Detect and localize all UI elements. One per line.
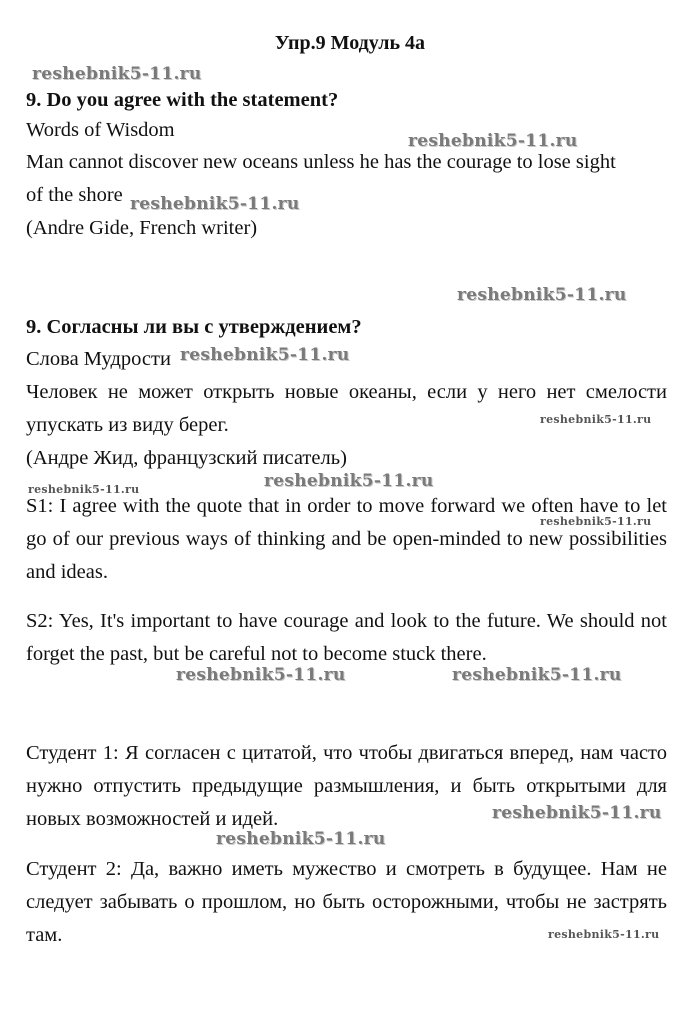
- watermark: reshebnik5-11.ru: [540, 413, 652, 426]
- answer-ru-s1: Студент 1: Я согласен с цитатой, что чтобы двигаться вперед, нам часто нужно отпустить предыдущие размышления, и быть открытыми для новых возможностей и идей.: [26, 742, 667, 830]
- english-quote-line1: Man cannot discover new oceans unless he has the courage to lose sight: [26, 151, 616, 173]
- watermark: reshebnik5-11.ru: [32, 64, 202, 84]
- watermark: reshebnik5-11.ru: [540, 515, 652, 528]
- watermark: reshebnik5-11.ru: [130, 194, 300, 214]
- russian-heading: Слова Мудрости: [26, 348, 171, 370]
- answer-en-s2: S2: Yes, It's important to have courage and look to the future. We should not forget the past, but be careful not to become stuck there.: [26, 610, 667, 665]
- watermark: reshebnik5-11.ru: [264, 471, 434, 491]
- english-question: 9. Do you agree with the statement?: [26, 89, 339, 111]
- russian-author: (Андре Жид, французский писатель): [26, 447, 347, 469]
- russian-quote: Человек не может открыть новые океаны, если у него нет смелости упускать из виду берег.: [26, 381, 667, 436]
- russian-question: 9. Согласны ли вы с утверждением?: [26, 316, 362, 338]
- english-heading: Words of Wisdom: [26, 119, 175, 141]
- watermark: reshebnik5-11.ru: [457, 285, 627, 305]
- watermark: reshebnik5-11.ru: [180, 345, 350, 365]
- watermark: reshebnik5-11.ru: [28, 483, 140, 496]
- watermark: reshebnik5-11.ru: [548, 928, 660, 941]
- watermark: reshebnik5-11.ru: [408, 131, 578, 151]
- watermark: reshebnik5-11.ru: [492, 803, 662, 823]
- watermark: reshebnik5-11.ru: [452, 665, 622, 685]
- page-title: Упр.9 Модуль 4а: [274, 32, 426, 54]
- english-quote-line2: of the shore: [26, 184, 123, 206]
- watermark: reshebnik5-11.ru: [216, 829, 386, 849]
- answer-ru-s2: Студент 2: Да, важно иметь мужество и смотреть в будущее. Нам не следует забывать о прошлом, но быть осторожными, чтобы не застрять там.: [26, 858, 667, 946]
- watermark: reshebnik5-11.ru: [176, 665, 346, 685]
- english-author: (Andre Gide, French writer): [26, 217, 258, 239]
- answer-en-s1: S1: I agree with the quote that in order to move forward we often have to let go of our previous ways of thinking and be open-minded to new possibilities and ideas.: [26, 495, 667, 583]
